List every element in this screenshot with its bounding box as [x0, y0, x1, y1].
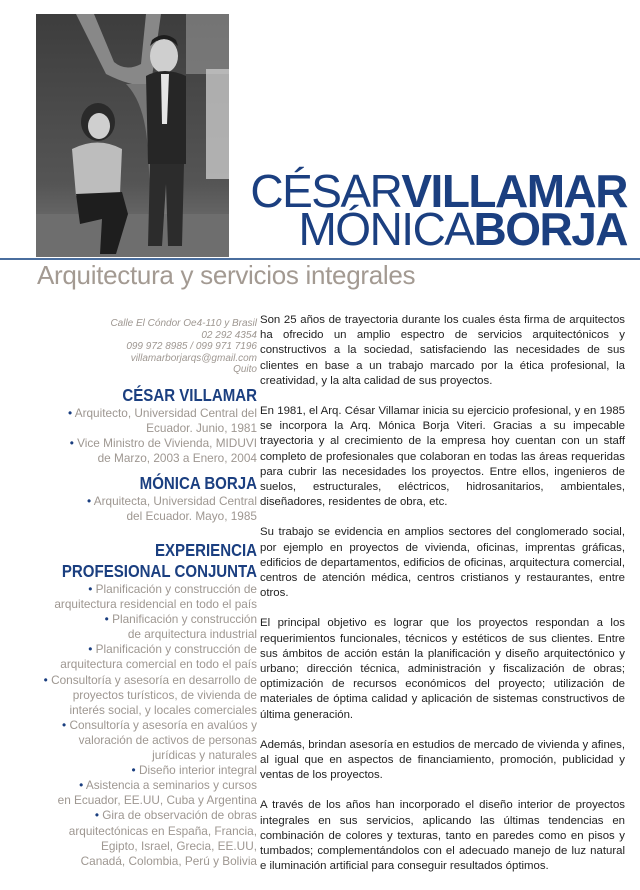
list-item-text: valoración de activos de personas: [78, 732, 257, 747]
contact-mobiles: 099 972 8985 / 099 971 7196: [126, 341, 257, 352]
portrait-photo-illustration: [36, 14, 229, 257]
list-item-text: Consultoría y asesoría en avalúos y: [66, 717, 257, 732]
list-item-text: Asistencia a seminarios y cursos: [83, 778, 257, 793]
bullet-icon: •: [94, 808, 99, 823]
list-item-text: en Ecuador, EE.UU, Cuba y Argentina: [57, 793, 257, 808]
photo-man-face: [150, 39, 178, 73]
list-item-text: de arquitectura industrial: [127, 627, 257, 642]
section-heading-experiencia-2: PROFESIONAL CONJUNTA: [61, 561, 257, 581]
body-paragraph: Su trabajo se evidencia en amplios sectores del conglomerado social, por ejemplo en proyectos de vivienda, oficinas, imprentas gráficas, edificios de departamentos, edificios de oficinas, arquitectura comercial, centros de atención médica, centros cristianos y restaurantes, entre otros.: [260, 526, 625, 600]
photo-wall: [206, 69, 229, 179]
section-heading-cesar: CÉSAR VILLAMAR: [122, 385, 258, 405]
list-item-text: Gira de observación de obras: [98, 808, 257, 823]
body-text-column: [260, 313, 625, 890]
photo-woman-face: [88, 113, 110, 139]
contact-email[interactable]: villamarborjarqs@gmail.com: [130, 352, 257, 364]
list-item: [0, 436, 257, 451]
list-item-text: proyectos turísticos, de vivienda de: [72, 687, 257, 702]
list-item: [0, 582, 257, 597]
list-item: [0, 718, 257, 733]
title-cesar-first: CÉSAR: [250, 165, 402, 217]
bullet-icon: •: [86, 494, 92, 508]
section-cesar: [0, 385, 257, 466]
section-heading-experiencia-1: EXPERIENCIA: [154, 540, 257, 560]
list-item: [0, 824, 257, 839]
title-cesar-last: VILLAMAR: [401, 165, 627, 217]
title-line-monica: [250, 203, 627, 255]
bullet-icon: •: [62, 717, 67, 732]
photo-fence: [186, 14, 229, 74]
list-item-text: del Ecuador. Mayo, 1985: [126, 509, 257, 524]
list-item: [0, 494, 257, 509]
body-paragraph: El principal objetivo es lograr que los proyectos respondan a los requerimientos funcionales, técnicos y estéticos de sus clientes. Entre sus ámbitos de acción están la planificación y diseño arquitectónico y urbano; dirección técnica, administración y fiscalización de obras; optimización de recursos económicos del proyecto; utilización de materiales de óptima calidad y aplicación de sistemas constructivos de última generación.: [260, 617, 625, 721]
list-item-text: Diseño interior integral: [135, 763, 257, 778]
list-item: [0, 808, 257, 823]
list-item-text: Canadá, Colombia, Perú y Bolivia: [80, 853, 257, 868]
section-heading-monica: MÓNICA BORJA: [139, 473, 257, 493]
list-item: [0, 778, 257, 793]
title-monica-first: MÓNICA: [298, 203, 474, 255]
list-item: [0, 793, 257, 808]
photo-ground: [36, 214, 229, 257]
list-item-text: Planificación y construcción de: [92, 582, 257, 596]
page-subtitle: Arquitectura y servicios integrales: [37, 260, 416, 290]
list-item: [0, 612, 257, 627]
list-item-text: Consultoría y asesoría en desarrollo de: [47, 672, 257, 687]
list-item: [0, 406, 257, 421]
body-paragraph: Además, brindan asesoría en estudios de mercado de vivienda y afines, al igual que en aspectos de financiamiento, promoción, publicidad y ventas de los proyectos.: [260, 738, 625, 782]
title-monica-last: BORJA: [473, 203, 627, 255]
list-item: [0, 748, 257, 763]
bullet-icon: •: [131, 763, 136, 778]
list-item: [0, 509, 257, 524]
list-item-text: arquitectura comercial en todo el país: [60, 657, 257, 672]
contact-block: [0, 318, 257, 376]
list-item: [0, 451, 257, 466]
body-paragraph: En 1981, el Arq. César Villamar inicia su ejercicio profesional, y en 1985 se incorpora la Arq. Mónica Borja Viteri. Gracias a su impecable trayectoria y al crecimiento de la empresa hoy cuentan con un staff completo de profesionales que colaboran en todas las áreas requeridas para cubrir las necesidades los proyectos. Entre ellos, ingenieros de suelos, estructurales, eléctricos, hidrosanitarios, ambientales, diseñadores, residentes de obra, etc.: [260, 405, 625, 509]
section-experiencia: [0, 540, 257, 869]
bullet-icon: •: [43, 672, 48, 687]
monica-credentials: [0, 494, 257, 524]
body-paragraph: Son 25 años de trayectoria durante los cuales ésta firma de arquitectos ha ofrecido un amplio espectro de servicios arquitectónicos y constructivos a la sociedad, satisfaciendo las necesidades de sus clientes en base a un trabajo marcado por la ética profesional, la creatividad, y la alta calidad de sus proyectos.: [260, 314, 625, 387]
portrait-photo: [36, 14, 229, 257]
photo-woman-top: [72, 143, 122, 197]
bullet-icon: •: [88, 582, 93, 596]
list-item-text: Ecuador. Junio, 1981: [146, 421, 257, 436]
list-item-text: Vice Ministro de Vivienda, MIDUVI: [73, 436, 257, 451]
contact-phone: 02 292 4354: [201, 329, 257, 341]
contact-city: Quito: [233, 364, 257, 375]
contact-address: Calle El Cóndor Oe4-110 y Brasil: [110, 318, 257, 329]
list-item-text: interés social, y locales comerciales: [69, 702, 257, 717]
list-item-text: jurídicas y naturales: [152, 748, 257, 763]
bullet-icon: •: [104, 612, 109, 627]
list-item-text: Arquitecto, Universidad Central del: [72, 406, 257, 420]
page-title: [250, 165, 627, 255]
bullet-icon: •: [69, 436, 74, 451]
list-item-text: Egipto, Israel, Grecia, EE.UU,: [100, 838, 257, 853]
list-item: [0, 733, 257, 748]
list-item: [0, 688, 257, 703]
list-item: [0, 703, 257, 718]
list-item: [0, 627, 257, 642]
list-item-text: arquitectónicas en España, Francia,: [68, 823, 257, 838]
section-monica: [0, 473, 257, 524]
list-item-text: Planificación y construcción: [108, 612, 257, 627]
list-item: [0, 854, 257, 869]
list-item: [0, 673, 257, 688]
list-item: [0, 657, 257, 672]
bullet-icon: •: [88, 642, 93, 657]
list-item-text: Arquitecta, Universidad Central: [91, 494, 257, 508]
list-item: [0, 763, 257, 778]
experiencia-list: [0, 582, 257, 869]
list-item-text: de Marzo, 2003 a Enero, 2004: [97, 451, 257, 466]
list-item: [0, 839, 257, 854]
cesar-credentials: [0, 406, 257, 466]
bullet-icon: •: [79, 778, 84, 793]
list-item-text: arquitectura residencial en todo el país: [54, 597, 257, 612]
list-item: [0, 597, 257, 612]
list-item: [0, 642, 257, 657]
body-paragraph: A través de los años han incorporado el diseño interior de proyectos integrales en sus servicios, aplicando las últimas tendencias en combinación de colores y texturas, tanto en paredes como en pisos y tumbados; complementándolos con el adecuado manejo de luz natural e iluminación artificial para conseguir resultados óptimos.: [260, 799, 625, 873]
list-item-text: Planificación y construcción de: [92, 642, 257, 657]
list-item: [0, 421, 257, 436]
bullet-icon: •: [67, 406, 73, 420]
